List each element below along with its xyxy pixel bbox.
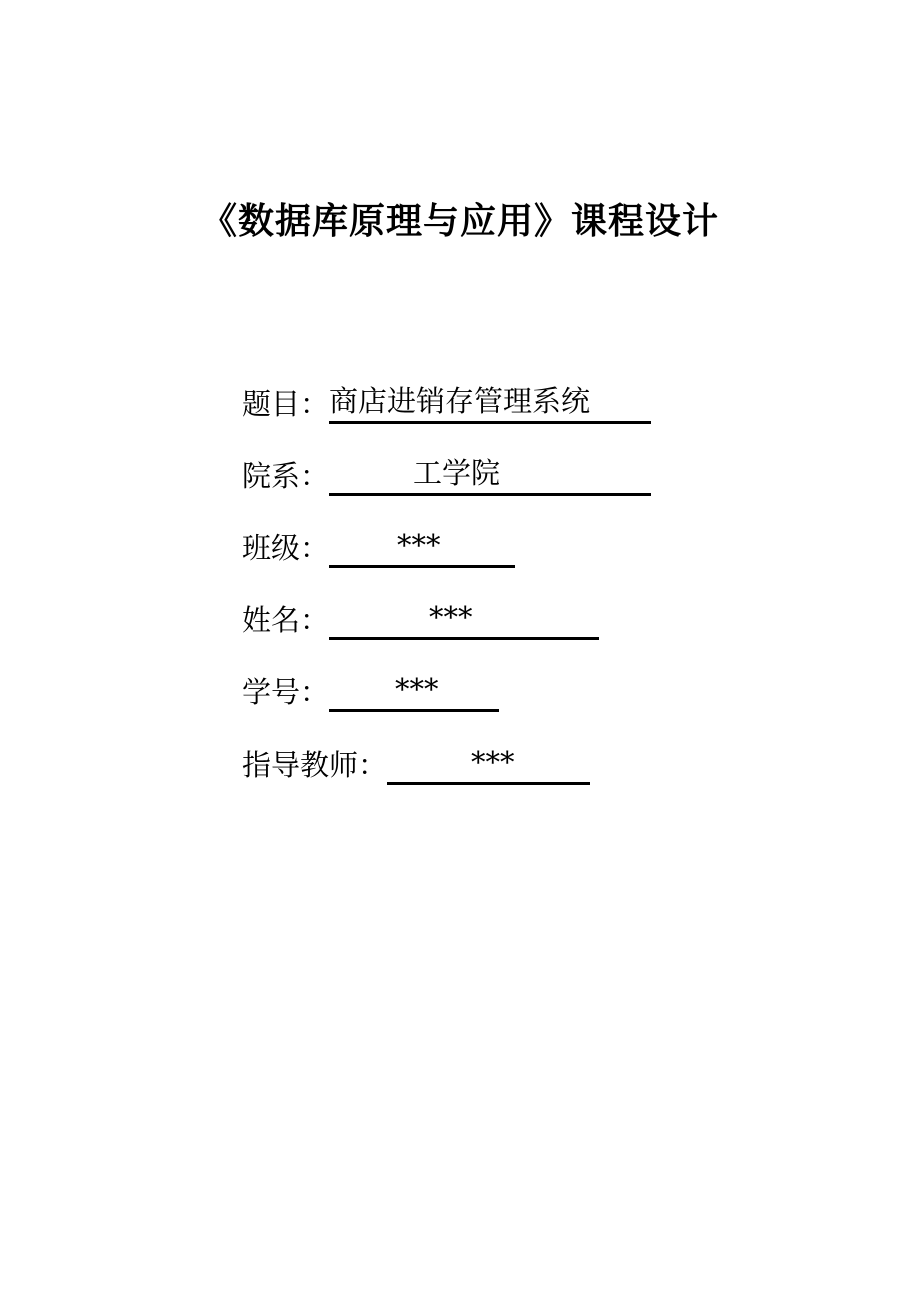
department-row bbox=[242, 452, 651, 496]
class-value: *** bbox=[397, 528, 441, 562]
advisor-value: *** bbox=[471, 745, 515, 779]
topic-row bbox=[242, 380, 651, 424]
name-row bbox=[242, 596, 599, 640]
page-title: 《数据库原理与应用》课程设计 bbox=[200, 201, 719, 242]
topic-value: 商店进销存管理系统 bbox=[329, 384, 591, 418]
department-label: 院系： bbox=[242, 459, 330, 493]
student-id-row bbox=[242, 668, 499, 712]
topic-field bbox=[329, 381, 651, 424]
student-id-label: 学号： bbox=[242, 675, 330, 709]
advisor-row bbox=[242, 741, 590, 785]
student-id-value: *** bbox=[395, 672, 439, 706]
advisor-field bbox=[387, 742, 590, 785]
advisor-label: 指导教师： bbox=[242, 748, 388, 782]
class-label: 班级： bbox=[242, 531, 330, 565]
class-row bbox=[242, 524, 515, 568]
name-label: 姓名： bbox=[242, 603, 330, 637]
department-value: 工学院 bbox=[413, 456, 501, 490]
student-id-field bbox=[329, 669, 499, 712]
topic-label: 题目： bbox=[242, 387, 330, 421]
class-field bbox=[329, 525, 515, 568]
department-field bbox=[329, 453, 651, 496]
name-field bbox=[329, 597, 599, 640]
name-value: *** bbox=[429, 600, 473, 634]
